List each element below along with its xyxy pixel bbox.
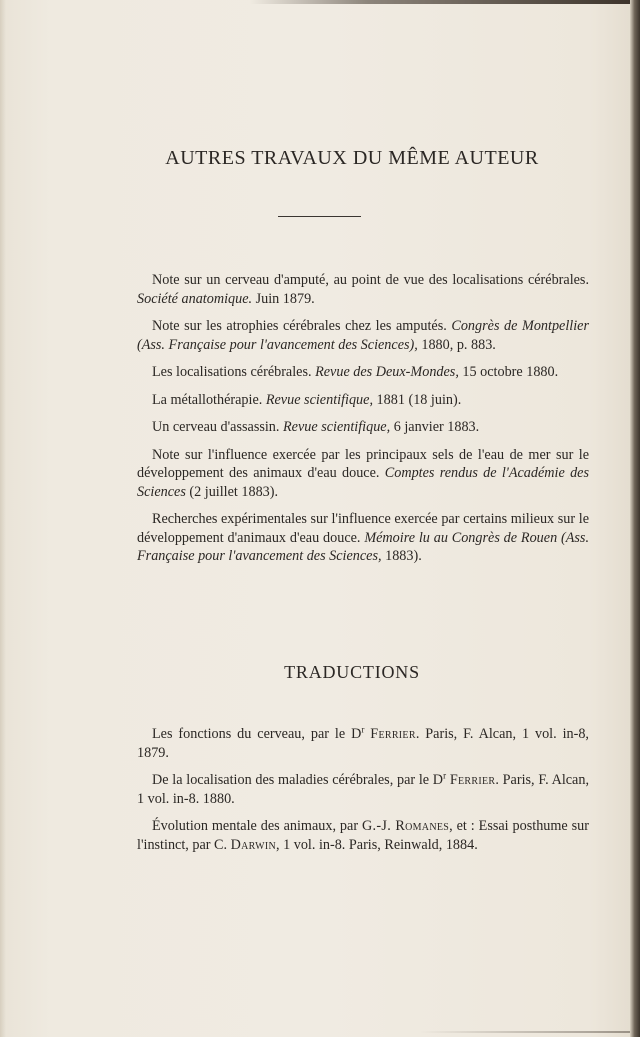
page-top-edge <box>250 0 640 4</box>
title-rule <box>278 216 361 217</box>
work-entry-4: La métallothérapie. Revue scientifique, 1881 (18 juin). <box>152 391 462 408</box>
translation-entry-3: Évolution mentale des animaux, par G.-J. Romanes, et : Essai posthume sur l'instinct, par C. Darwin, 1 vol. in-8. Paris, Reinwald, 1884. <box>137 818 590 853</box>
author-name: G.-J. Romanes <box>362 818 450 834</box>
work-entry-2: Note sur les atrophies cérébrales chez les amputés. Congrès de Montpellier (Ass. Française pour l'avancement des Sciences), 1880, p. 883. <box>137 318 589 353</box>
work-source: Revue des Deux-Mondes, <box>315 364 459 380</box>
work-source: Mémoire lu au Congrès de Rouen (Ass. Française pour l'avancement des Sciences, <box>137 529 589 564</box>
translation-entry-2: De la localisation des maladies cérébrales, par le $D^r$ Ferrier. Paris, F. Alcan, 1 vol. in-8. 1880. <box>137 770 589 807</box>
work-entry-7: Recherches expérimentales sur l'influence exercée par certains milieux sur le développement d'animaux d'eau douce. Mémoire lu au Congrès de Rouen (Ass. Française pour l'avancement des Sciences, 1883). <box>137 511 589 564</box>
work-source: Congrès de Montpellier (Ass. Française pour l'avancement des Sciences), <box>137 318 589 353</box>
author-name: Darwin <box>230 836 276 853</box>
translations-title: TRADUCTIONS <box>284 662 420 682</box>
work-source: Revue scientifique, <box>265 391 373 408</box>
work-source: Comptes rendus de l'Académie des Sciences <box>137 465 589 500</box>
work-source: Revue scientifique, <box>283 419 391 435</box>
page-bottom-edge <box>420 1031 630 1033</box>
work-entry-1: Note sur un cerveau d'amputé, au point de vue des localisations cérébrales. Société anatomique. Juin 1879. <box>137 272 589 307</box>
author-name: Ferrier <box>449 772 496 788</box>
work-entry-5: Un cerveau d'assassin. Revue scientifique, 6 janvier 1883. <box>152 419 480 435</box>
work-source: Société anatomique. <box>137 290 253 307</box>
translations-list <box>137 725 589 863</box>
author-name: Ferrier <box>370 726 416 742</box>
page-title: AUTRES TRAVAUX DU MÊME AUTEUR <box>165 147 539 169</box>
work-entry-3: Les localisations cérébrales. Revue des Deux-Mondes, 15 octobre 1880. <box>152 364 559 380</box>
works-list <box>137 271 589 575</box>
translation-entry-1: Les fonctions du cerveau, par le $D^r$ Ferrier. Paris, F. Alcan, 1 vol. in-8, 1879. <box>137 724 589 761</box>
work-entry-6: Note sur l'influence exercée par les principaux sels de l'eau de mer sur le développement des animaux d'eau douce. Comptes rendus de l'Académie des Sciences (2 juillet 1883). <box>137 446 589 500</box>
